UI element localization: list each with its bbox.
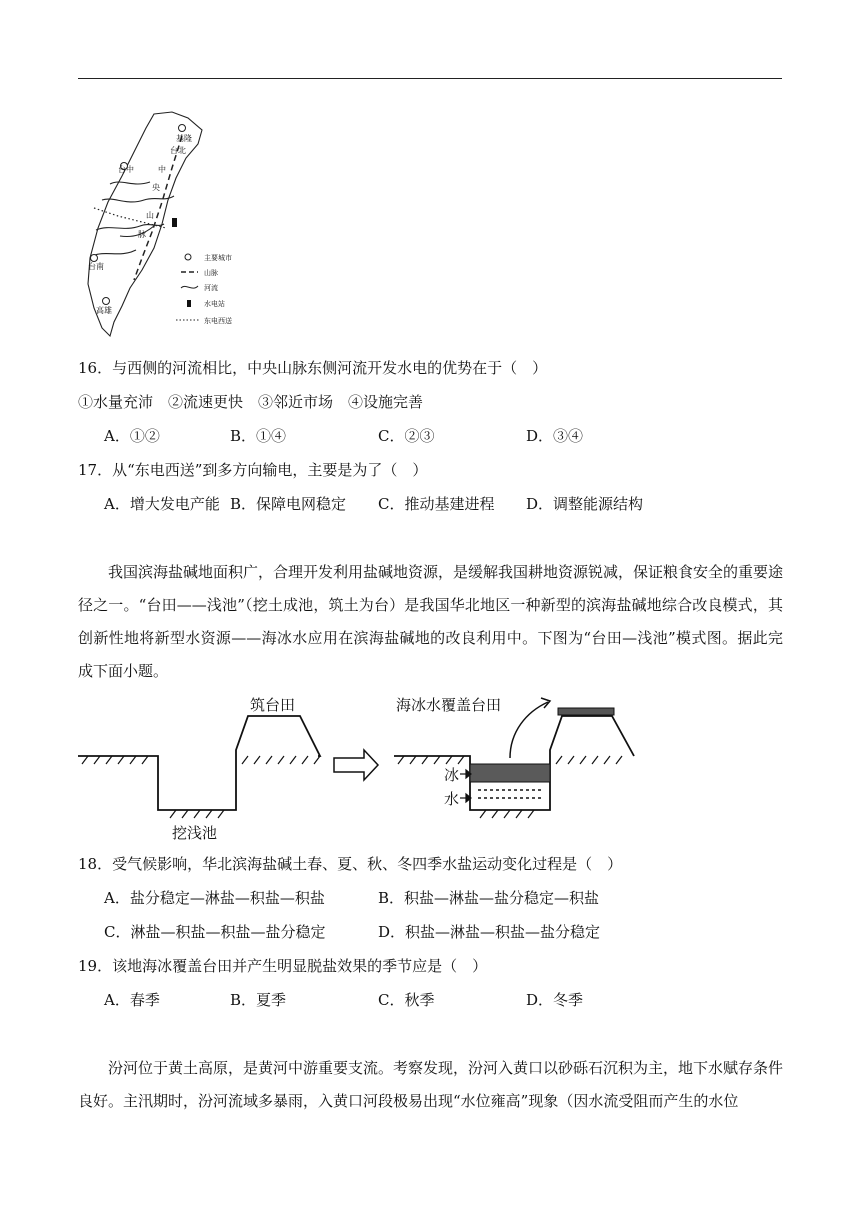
range-label: 中 xyxy=(158,165,166,174)
q16-option-a[interactable]: A．①② xyxy=(104,427,160,445)
q18-option-b[interactable]: B．积盐—淋盐—盐分稳定—积盐 xyxy=(378,889,600,907)
mountain-range-line xyxy=(134,136,182,280)
legend-city: 主要城市 xyxy=(204,254,232,262)
city-label-taipei: 台北 xyxy=(170,146,186,155)
q17-option-a[interactable]: A．增大发电产能 xyxy=(104,495,220,513)
question-17-stem: 17．从“东电西送”到多方向输电，主要是为了（ ） xyxy=(78,461,428,479)
question-16-stem: 16．与西侧的河流相比，中央山脉东侧河流开发水电的优势在于（ ） xyxy=(78,359,548,377)
legend-river: 河流 xyxy=(204,284,218,292)
q19-option-a[interactable]: A．春季 xyxy=(104,991,160,1009)
q19-option-c[interactable]: C．秋季 xyxy=(378,991,435,1009)
pit-outline xyxy=(78,756,236,810)
curved-arrow xyxy=(510,702,548,758)
river-line xyxy=(120,226,154,237)
city-label-keelung: 基隆 xyxy=(176,134,192,143)
passage-fen-river: 汾河位于黄土高原，是黄河中游重要支流。考察发现，汾河入黄口以砂砾石沉积为主，地下水赋存条件良好。主汛期时，汾河流域多暴雨，入黄口河段极易出现“水位雍高”现象（因水流受阻而产生的水位 xyxy=(78,1059,784,1110)
q16-option-b[interactable]: B．①④ xyxy=(230,427,287,445)
q19-option-d[interactable]: D．冬季 xyxy=(526,991,584,1009)
taiwan-map-figure xyxy=(84,108,254,340)
label-water: 水 xyxy=(444,790,460,808)
label-dig-pool: 挖浅池 xyxy=(172,824,218,842)
legend-transmission: 东电西送 xyxy=(204,317,232,325)
city-label-kaohsiung: 高雄 xyxy=(96,306,112,315)
question-18-stem: 18．受气候影响，华北滨海盐碱土春、夏、秋、冬四季水盐运动变化过程是（ ） xyxy=(78,855,623,873)
legend-mountain: 山脉 xyxy=(204,269,218,277)
q16-option-c[interactable]: C．②③ xyxy=(378,427,435,445)
map-legend xyxy=(176,253,232,325)
label-build-platform: 筑台田 xyxy=(250,696,296,714)
arrow-right-icon xyxy=(334,750,378,780)
hydro-station-marker xyxy=(172,218,177,227)
legend-station: 水电站 xyxy=(204,300,225,308)
ice-slab xyxy=(558,708,614,715)
q18-option-a[interactable]: A．盐分稳定—淋盐—积盐—积盐 xyxy=(104,889,325,907)
q18-option-d[interactable]: D．积盐—淋盐—积盐—盐分稳定 xyxy=(378,923,601,941)
city-kaohsiung xyxy=(103,298,110,305)
taitian-qianchi-diagram xyxy=(78,692,648,842)
label-ice-cover: 海冰水覆盖台田 xyxy=(396,696,502,714)
q17-option-c[interactable]: C．推动基建进程 xyxy=(378,495,495,513)
label-ice: 冰 xyxy=(444,766,460,784)
range-label: 山 xyxy=(146,211,154,220)
question-19-stem: 19．该地海冰覆盖台田并产生明显脱盐效果的季节应是（ ） xyxy=(78,957,488,975)
city-keelung xyxy=(179,125,186,132)
q16-option-d[interactable]: D．③④ xyxy=(526,427,584,445)
q17-option-d[interactable]: D．调整能源结构 xyxy=(526,495,644,513)
city-label-taichung: 台中 xyxy=(118,165,134,174)
header-rule xyxy=(78,78,782,79)
city-label-tainan: 台南 xyxy=(88,262,104,271)
range-label: 央 xyxy=(152,183,160,192)
platform-outline-covered xyxy=(550,716,634,756)
river-line xyxy=(92,250,136,256)
city-tainan xyxy=(91,255,98,262)
ice-layer xyxy=(470,764,550,782)
platform-outline xyxy=(236,716,320,756)
q17-option-b[interactable]: B．保障电网稳定 xyxy=(230,495,347,513)
q18-option-c[interactable]: C．淋盐—积盐—积盐—盐分稳定 xyxy=(104,923,326,941)
q19-option-b[interactable]: B．夏季 xyxy=(230,991,287,1009)
river-line xyxy=(110,182,150,184)
passage-saline-land: 我国滨海盐碱地面积广，合理开发利用盐碱地资源，是缓解我国耕地资源锐减，保证粮食安全的重要途径之一。“台田——浅池”（挖土成池，筑土为台）是我国华北地区一种新型的滨海盐碱地综合改良模式，其创新性地将新型水资源——海冰水应用在滨海盐碱地的改良利用中。下图为“台田—浅池”模式图。据此完成下面小题。 xyxy=(78,563,784,680)
range-label: 脉 xyxy=(138,230,146,239)
question-16-items: ①水量充沛 ②流速更快 ③邻近市场 ④设施完善 xyxy=(78,393,424,411)
